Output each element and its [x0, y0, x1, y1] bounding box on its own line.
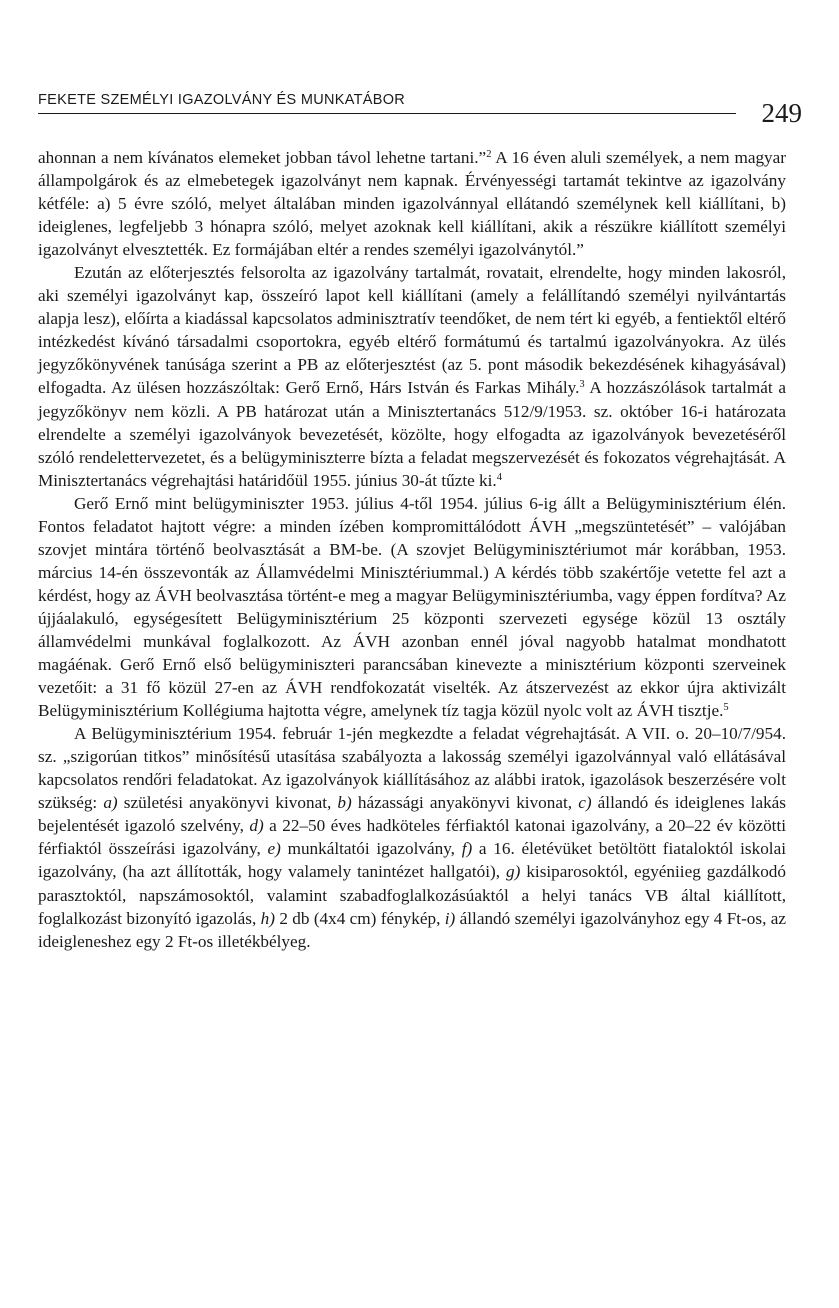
- body-text: [38, 146, 786, 953]
- footnote-ref: 2: [486, 149, 492, 160]
- text-run: kisiparosoktól, egyéniieg gazdálkodó parasztoktól, napszámosoktól, valamint szabadfoglalkozásúaktól a helyi tanács VB által kiállított, foglalkozást bizonyító igazolás,: [38, 862, 786, 928]
- list-marker: i): [444, 908, 456, 928]
- text-run: A 16 éven aluli személyek, a nem magyar állampolgárok és az elmebetegek igazolványt nem kapnak. Érvényességi tartamát tekintve az igazolvány kétféle: a) 5 évre szóló, melyet általában minden igazolvánnyal ellátandó személynek kell kiállítani, b) ideiglenes, legfeljebb 3 hónapra szóló, melyet azoknak kell kiállítani, akik a részükre kiállított személyi igazolványt elvesztették. Ez formájában eltér a rendes személyi igazolványtól.”: [38, 148, 786, 260]
- paragraph: [38, 261, 786, 491]
- text-run: 2 db (4x4 cm) fénykép,: [274, 908, 445, 928]
- paragraph: [38, 146, 786, 261]
- text-run: a 16. életévüket betöltött fiataloktól iskolai igazolvány, (ha azt állították, hogy valamely tanintézet hallgatói),: [38, 839, 786, 882]
- text-run: A Belügyminisztérium 1954. február 1-jén megkezdte a feladat végrehajtását. A VII. o. 20–10/7/954. sz. „szigorúan titkos” minősítésű utasítása szabályozta a lakosság személyi igazolvánnyal való ellátásával kapcsolatos rendőri feladatokat. Az igazolványok kiállításához az alábbi iratok, igazolások beszerzésére volt szükség:: [38, 724, 786, 813]
- paragraph: [38, 492, 786, 722]
- list-marker: e): [267, 839, 281, 859]
- text-run: A hozzászólások tartalmát a jegyzőkönyv nem közli. A PB határozat után a Minisztertanács 512/9/1953. sz. október 16-i határozata elrendelte a személyi igazolványok bevezetését, közölte, hogy elfogadta az igazolványok bevezetéséről szóló rendelettervezetet, és a belügyminiszterre bízta a feladat megszervezését és fokozatos végrehajtását. A Minisztertanács végrehajtási határidőül 1955. június 30-át tűzte ki.: [38, 378, 786, 490]
- header-rule: [38, 113, 736, 114]
- footnote-ref: 4: [496, 471, 502, 483]
- text-run: ahonnan a nem kívánatos elemeket jobban távol lehetne tartani.”: [38, 148, 487, 167]
- text-run: Gerő Ernő mint belügyminiszter 1953. július 4-től 1954. július 6-ig állt a Belügyminisztérium élén. Fontos feladatot hajtott végre: a minden ízében kompromittálódott ÁVH „megszüntetését” – valójában szovjet mintára történő beolvasztását a BM-be. (A szovjet Belügyminisztériumot már korábban, 1953. március 14-én összevonták az Államvédelmi Minisztériummal.) A kérdés több szakértője vetette fel azt a kérdést, hogy az ÁVH beolvasztása történt-e meg a magyar Belügyminisztériumba, vagy éppen fordítva? Az újjáalakuló, egységesített Belügyminisztérium 25 központi szervezeti egysége közül 13 osztály államvédelmi munkával foglalkozott. Az ÁVH azonban ennél jóval nagyobb hatalmat mondhatott magáénak. Gerő Ernő első belügyminiszteri parancsában kinevezte a minisztérium központi szerveinek vezetőit: a 31 fő közül 27-en az ÁVH rendfokozatát viselték. Az átszervezést az ekkor újra aktivizált Belügyminisztérium Kollégiuma hajtotta végre, amelynek tíz tagja közül nyolc volt az ÁVH tisztje.: [38, 493, 786, 721]
- running-head-title: FEKETE SZEMÉLYI IGAZOLVÁNY ÉS MUNKATÁBOR: [38, 92, 406, 108]
- text-run: állandó személyi igazolványhoz egy 4 Ft-os, az ideigleneshez egy 2 Ft-os illetékbélyeg.: [38, 908, 786, 951]
- list-marker: b): [337, 793, 352, 813]
- footnote-ref: 3: [579, 379, 585, 391]
- list-marker: d): [249, 816, 264, 836]
- text-run: munkáltatói igazolvány,: [280, 839, 462, 859]
- list-marker: c): [578, 793, 592, 813]
- footnote-ref: 5: [723, 702, 729, 714]
- list-marker: g): [506, 862, 521, 882]
- text-run: a 22–50 éves hadköteles férfiaktól katonai igazolvány, a 20–22 év közötti férfiaktól összeírási igazolvány,: [38, 816, 786, 859]
- list-marker: a): [103, 793, 118, 813]
- text-run: házassági anyakönyvi kivonat,: [351, 793, 579, 813]
- running-head: [38, 92, 802, 128]
- page-number: 249: [761, 98, 802, 128]
- text-run: születési anyakönyvi kivonat,: [117, 793, 338, 813]
- text-run: állandó és ideiglenes lakás bejelentését igazoló szelvény,: [38, 793, 786, 836]
- list-marker: f): [461, 839, 473, 859]
- list-marker: h): [260, 908, 275, 928]
- paragraph: [38, 722, 786, 952]
- book-page: [38, 0, 802, 1308]
- text-run: Ezután az előterjesztés felsorolta az igazolvány tartalmát, rovatait, elrendelte, hogy minden lakosról, aki személyi igazolványt kap, összeíró lapot kell kiállítani (amely a felállítandó személyi nyilvántartás alapja lesz), előírta a kiadással kapcsolatos adminisztratív teendőket, de nem tért ki egyéb, a fentiektől eltérő intézkedést kívánó társadalmi csoportokra, egyéb eltérő formátumú és tartalmú igazolványokra. Az ülés jegyzőkönyvének tanúsága szerint a PB az előterjesztést (az 5. pont második bekezdésének kihagyásával) elfogadta. Az ülésen hozzászóltak: Gerő Ernő, Hárs István és Farkas Mihály.: [38, 263, 786, 398]
